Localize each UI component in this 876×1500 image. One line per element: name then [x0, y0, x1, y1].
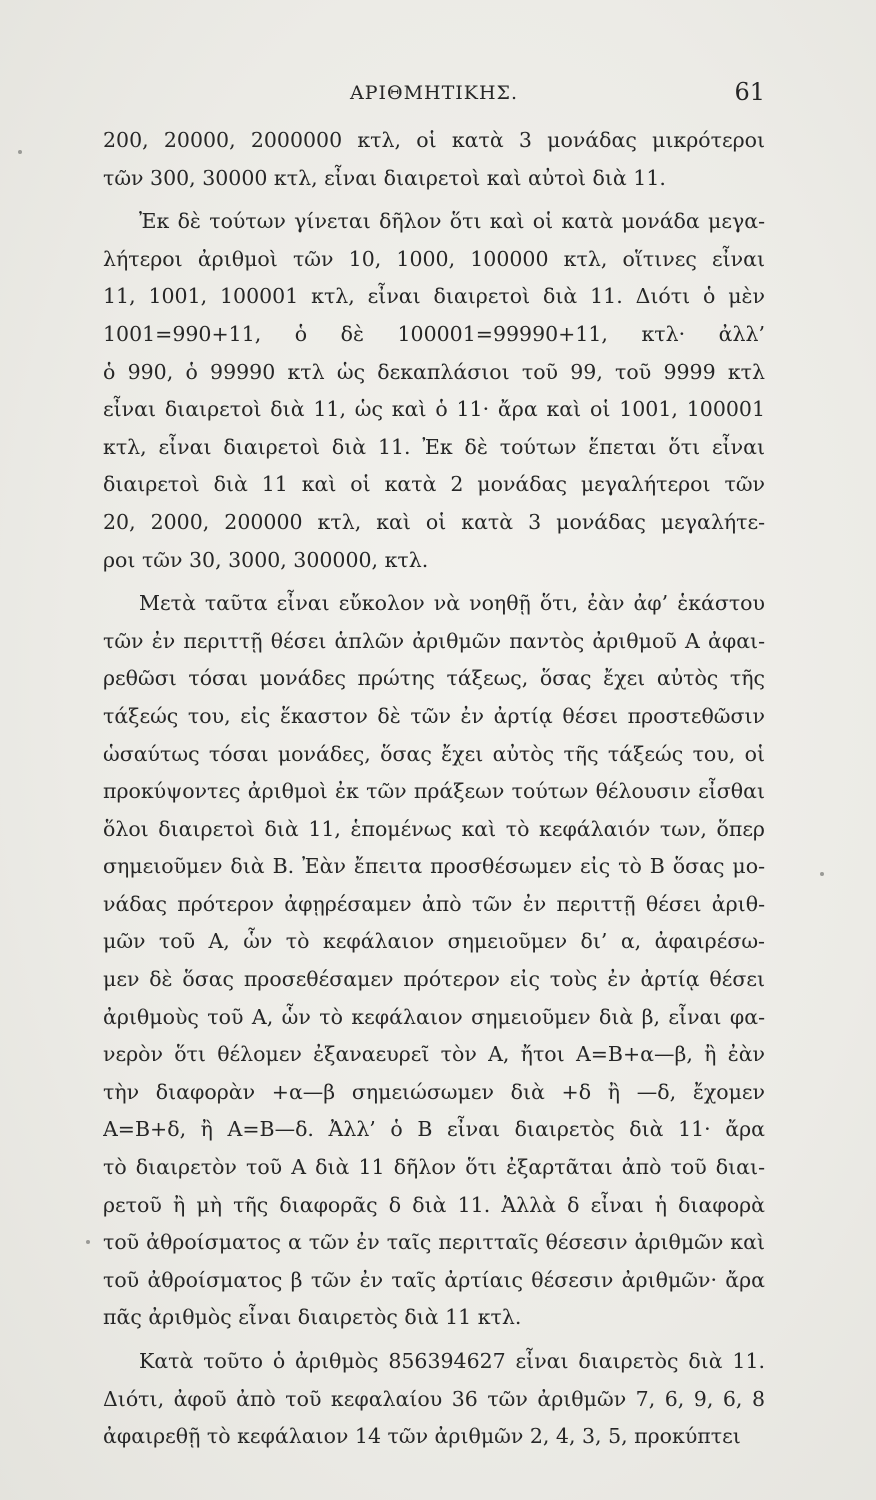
text-line: Μετὰ ταῦτα εἶναι εὔκολον νὰ νοηθῇ ὅτι, ἐὰν ἀφ’ ἑκάστου	[139, 591, 765, 616]
text-line: μῶν τοῦ Α, ὧν τὸ κεφάλαιον σημειοῦμεν δι’ α, ἀφαιρέσω-	[103, 929, 765, 954]
body-text	[103, 122, 765, 1456]
running-head	[103, 78, 765, 108]
text-line: ροι τῶν 30, 3000, 300000, κτλ.	[103, 547, 429, 572]
text-line: ὡσαύτως τόσαι μονάδες, ὅσας ἔχει αὐτὸς τῆς τάξεώς του, οἱ	[103, 741, 765, 766]
text-line: Διότι, ἀφοῦ ἀπὸ τοῦ κεφαλαίου 36 τῶν ἀριθμῶν 7, 6, 9, 6, 8	[103, 1386, 765, 1411]
text-line: τῶν ἐν περιττῇ θέσει ἁπλῶν ἀριθμῶν παντὸς ἀριθμοῦ Α ἀφαι-	[103, 628, 765, 653]
text-line: τοῦ ἀθροίσματος α τῶν ἐν ταῖς περιτταῖς θέσεσιν ἀριθμῶν καὶ	[103, 1230, 765, 1255]
text-line: εἶναι διαιρετοὶ διὰ 11, ὡς καὶ ὁ 11· ἄρα καὶ οἱ 1001, 100001	[103, 397, 765, 422]
text-line: προκύψοντες ἀριθμοὶ ἐκ τῶν πράξεων τούτων θέλουσιν εἶσθαι	[103, 779, 765, 804]
text-line: 20, 2000, 200000 κτλ, καὶ οἱ κατὰ 3 μονάδας μεγαλήτε-	[103, 509, 765, 534]
paragraph	[103, 203, 765, 579]
text-line: ὅλοι διαιρετοὶ διὰ 11, ἑπομένως καὶ τὸ κεφάλαιόν των, ὅπερ	[103, 816, 765, 841]
text-line: μεν δὲ ὅσας προσεθέσαμεν πρότερον εἰς τοὺς ἐν ἀρτίᾳ θέσει	[103, 967, 765, 992]
text-line: ἀριθμοὺς τοῦ Α, ὧν τὸ κεφάλαιον σημειοῦμεν διὰ β, εἶναι φα-	[103, 1004, 765, 1029]
text-line: 200, 20000, 2000000 κτλ, οἱ κατὰ 3 μονάδας μικρότεροι	[103, 128, 765, 152]
text-line: Α=Β+δ, ἢ Α=Β—δ. Ἀλλ’ ὁ Β εἶναι διαιρετὸς διὰ 11· ἄρα	[103, 1117, 765, 1142]
text-line: λήτεροι ἀριθμοὶ τῶν 10, 1000, 100000 κτλ, οἵτινες εἶναι	[103, 246, 765, 271]
text-line: ρετοῦ ἢ μὴ τῆς διαφορᾶς δ διὰ 11. Ἀλλὰ δ εἶναι ἡ διαφορὰ	[103, 1192, 765, 1217]
text-line: σημειοῦμεν διὰ Β. Ἐὰν ἔπειτα προσθέσωμεν εἰς τὸ Β ὅσας μο-	[103, 854, 765, 879]
text-line: τάξεώς του, εἰς ἕκαστον δὲ τῶν ἐν ἀρτίᾳ θέσει προστεθῶσιν	[103, 703, 765, 728]
text-line: κτλ, εἶναι διαιρετοὶ διὰ 11. Ἐκ δὲ τούτων ἕπεται ὅτι εἶναι	[103, 434, 765, 459]
text-line: τὴν διαφορὰν +α—β σημειώσωμεν διὰ +δ ἢ —δ, ἔχομεν	[103, 1079, 765, 1104]
text-line: πᾶς ἀριθμὸς εἶναι διαιρετὸς διὰ 11 κτλ.	[103, 1305, 522, 1330]
running-title: ΑΡΙΘΜΗΤΙΚΗΣ.	[349, 82, 519, 104]
paragraph	[103, 585, 765, 1337]
text-line: Κατὰ τοῦτο ὁ ἀριθμὸς 856394627 εἶναι διαιρετὸς διὰ 11.	[139, 1349, 765, 1373]
text-line: 11, 1001, 100001 κτλ, εἶναι διαιρετοὶ διὰ 11. Διότι ὁ μὲν	[103, 284, 765, 309]
text-line: νερὸν ὅτι θέλομεν ἐξαναευρεῖ τὸν Α, ἤτοι Α=Β+α—β, ἢ ἐὰν	[103, 1042, 765, 1067]
text-line: 1001=990+11, ὁ δὲ 100001=99990+11, κτλ· ἀλλ’	[103, 321, 765, 346]
paper-speck	[86, 1240, 90, 1244]
text-line: ρεθῶσι τόσαι μονάδες πρώτης τάξεως, ὅσας ἔχει αὐτὸς τῆς	[103, 666, 765, 691]
paper-speck	[820, 872, 824, 876]
page-number: 61	[734, 78, 765, 106]
paragraph	[103, 1343, 765, 1456]
paper-speck	[18, 150, 22, 154]
text-line: ἀφαιρεθῇ τὸ κεφάλαιον 14 τῶν ἀριθμῶν 2, 4, 3, 5, προκύπτει	[103, 1424, 741, 1449]
paragraph	[103, 122, 765, 197]
text-line: νάδας πρότερον ἀφῃρέσαμεν ἀπὸ τῶν ἐν περιττῇ θέσει ἀριθ-	[103, 891, 765, 916]
text-line: Ἐκ δὲ τούτων γίνεται δῆλον ὅτι καὶ οἱ κατὰ μονάδα μεγα-	[139, 209, 765, 234]
text-line: διαιρετοὶ διὰ 11 καὶ οἱ κατὰ 2 μονάδας μεγαλήτεροι τῶν	[103, 472, 765, 497]
text-line: ὁ 990, ὁ 99990 κτλ ὡς δεκαπλάσιοι τοῦ 99, τοῦ 9999 κτλ	[103, 359, 765, 384]
text-line: τοῦ ἀθροίσματος β τῶν ἐν ταῖς ἀρτίαις θέσεσιν ἀριθμῶν· ἄρα	[103, 1267, 765, 1292]
text-line: τῶν 300, 30000 κτλ, εἶναι διαιρετοὶ καὶ αὐτοὶ διὰ 11.	[103, 165, 666, 190]
text-line: τὸ διαιρετὸν τοῦ Α διὰ 11 δῆλον ὅτι ἐξαρτᾶται ἀπὸ τοῦ διαι-	[103, 1155, 765, 1180]
